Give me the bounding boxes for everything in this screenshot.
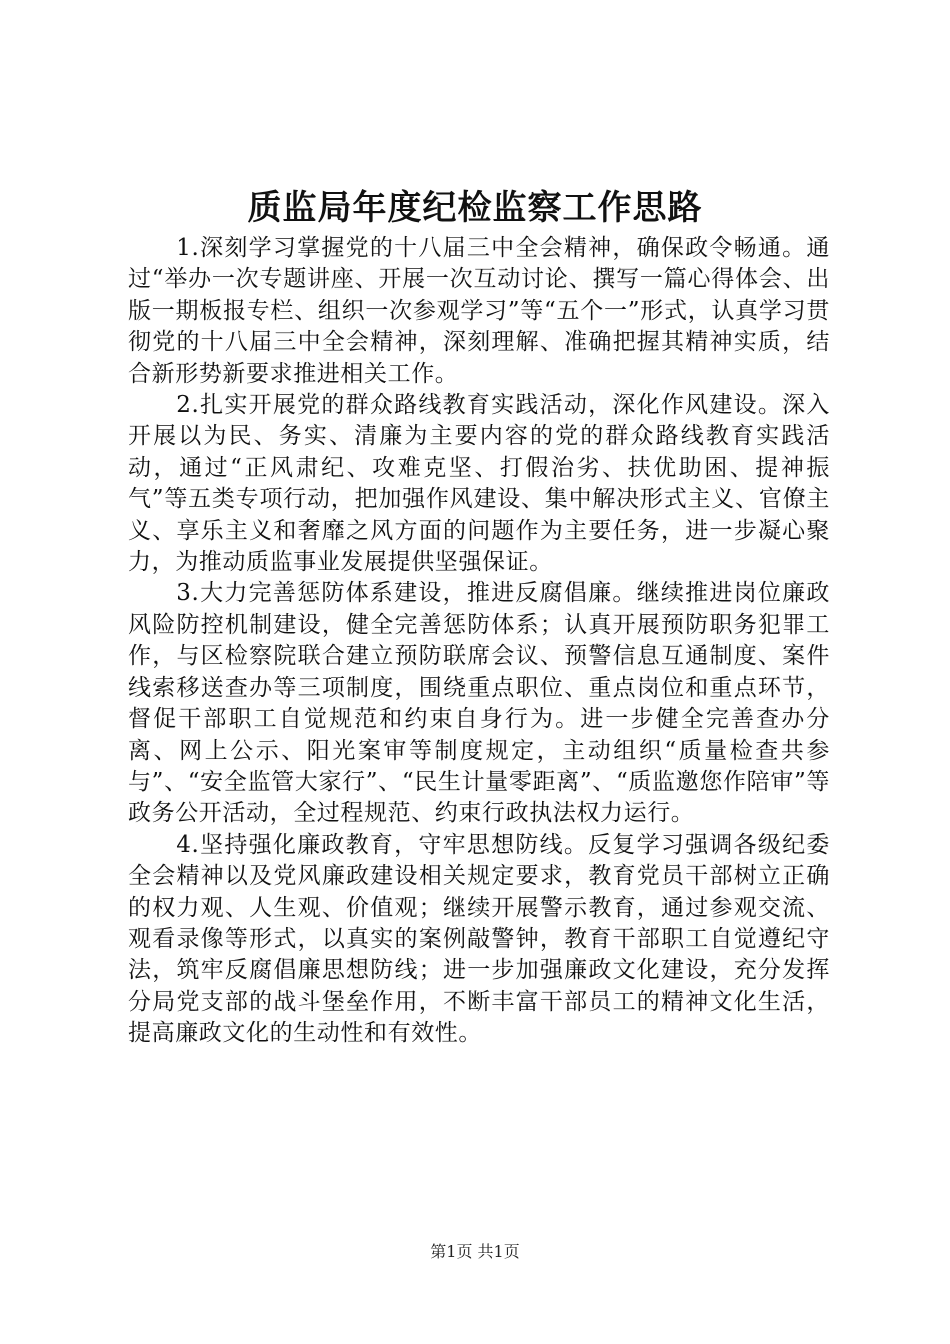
document-body xyxy=(128,233,830,1050)
paragraph-2: 2.扎实开展党的群众路线教育实践活动，深化作风建设。深入开展以为民、务实、清廉为主要内容的党的群众路线教育实践活动，通过“正风肃纪、攻难克坚、打假治劣、扶优助困、提神振气”等五类专项行动，把加强作风建设、集中解决形式主义、官僚主义、享乐主义和奢靡之风方面的问题作为主要任务，进一步凝心聚力，为推动质监事业发展提供坚强保证。 xyxy=(128,392,830,576)
paragraph-1: 1.深刻学习掌握党的十八届三中全会精神，确保政令畅通。通过“举办一次专题讲座、开展一次互动讨论、撰写一篇心得体会、出版一期板报专栏、组织一次参观学习”等“五个一”形式，认真学习贯彻党的十八届三中全会精神，深刻理解、准确把握其精神实质，结合新形势新要求推进相关工作。 xyxy=(128,235,830,387)
paragraph-4: 4.坚持强化廉政教育，守牢思想防线。反复学习强调各级纪委全会精神以及党风廉政建设相关规定要求，教育党员干部树立正确的权力观、人生观、价值观；继续开展警示教育，通过参观交流、观看录像等形式，以真实的案例敲警钟，教育干部职工自觉遵纪守法，筑牢反腐倡廉思想防线；进一步加强廉政文化建设，充分发挥分局党支部的战斗堡垒作用，不断丰富干部员工的精神文化生活，提高廉政文化的生动性和有效性。 xyxy=(128,831,830,1047)
page-footer: 第1页 共1页 xyxy=(430,1242,520,1261)
paragraph-3: 3.大力完善惩防体系建设，推进反腐倡廉。继续推进岗位廉政风险防控机制建设，健全完善惩防体系；认真开展预防职务犯罪工作，与区检察院联合建立预防联席会议、预警信息互通制度、案件线索移送查办等三项制度，围绕重点职位、重点岗位和重点环节，督促干部职工自觉规范和约束自身行为。进一步健全完善查办分离、网上公示、阳光案审等制度规定，主动组织“质量检查共参与”、“安全监管大家行”、“民生计量零距离”、“质监邀您作陪审”等政务公开活动，全过程规范、约束行政执法权力运行。 xyxy=(128,580,830,827)
document-title: 质监局年度纪检监察工作思路 xyxy=(247,188,703,228)
